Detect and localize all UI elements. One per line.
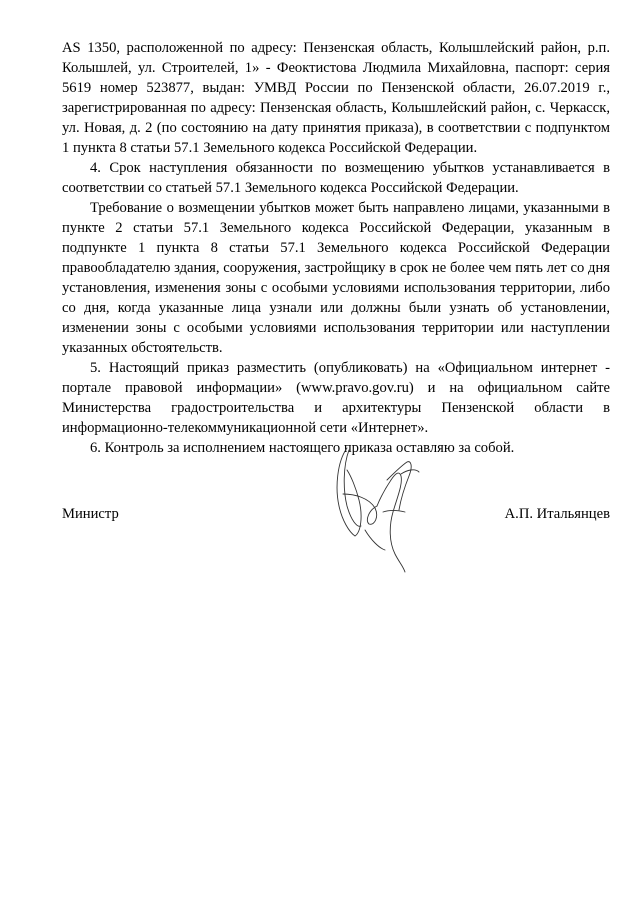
paragraph-item-6: 6. Контроль за исполнением настоящего приказа оставляю за собой. (90, 440, 515, 456)
paragraph-compensation-claim: Требование о возмещении убытков может быть направлено лицами, указанными в пункте 2 статьи 57.1 Земельного кодекса Российской Федерации, указанным в подпункте 1 пункта 8 статьи 57.1 Земельного кодекса Российской Федерации правообладателю здания, сооружения, застройщику в срок не более чем пять лет со дня установления, изменения зоны с особыми условиями использования территории, либо со дня, когда указанные лица узнали или должны были узнать об установлении, изменении зоны с особыми условиями использования территории или наступлении указанных обстоятельств. (62, 200, 610, 356)
paragraph-location-owner: AS 1350, расположенной по адресу: Пензенская область, Колышлейский район, р.п. Колышлей, ул. Строителей, 1» - Феоктистова Людмила Михайловна, паспорт: серия 5619 номер 523877, выдан: УМВД России по Пензенской области, 26.07.2019 г., зарегистрированная по адресу: Пензенская область, Колышлейский район, с. Черкасск, ул. Новая, д. 2 (по состоянию на дату принятия приказа), в соответствии с подпунктом 1 пункта 8 статьи 57.1 Земельного кодекса Российской Федерации. (62, 40, 610, 156)
document-body (62, 38, 610, 458)
paragraph-item-4: 4. Срок наступления обязанности по возмещению убытков устанавливается в соответствии со статьей 57.1 Земельного кодекса Российской Федерации. (62, 160, 610, 196)
paragraph-item-5: 5. Настоящий приказ разместить (опубликовать) на «Официальном интернет - портале правовой информации» (www.pravo.gov.ru) и на официальном сайте Министерства градостроительства и архитектуры Пензенской области в информационно-телекоммуникационной сети «Интернет». (62, 360, 610, 436)
signature-block (62, 504, 610, 524)
signatory-name: А.П. Итальянцев (504, 506, 610, 522)
signatory-title: Министр (62, 506, 119, 522)
